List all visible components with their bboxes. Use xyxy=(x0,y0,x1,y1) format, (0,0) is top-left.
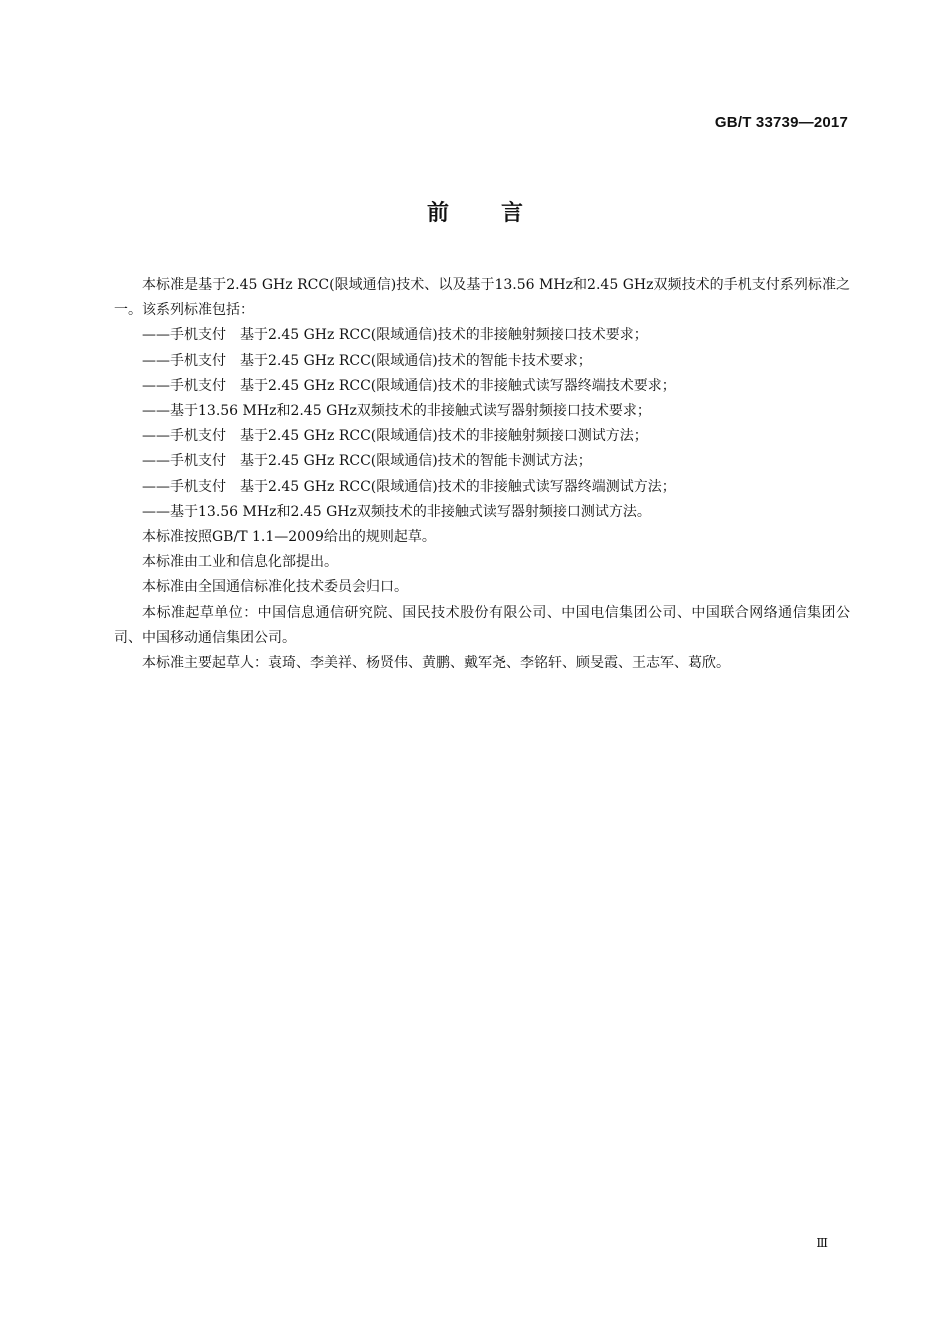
series-list-item: ——手机支付 基于2.45 GHz RCC(限域通信)技术的非接触式读写器终端技术要求； xyxy=(142,377,676,394)
series-list-item: ——手机支付 基于2.45 GHz RCC(限域通信)技术的智能卡测试方法； xyxy=(142,453,592,470)
series-list-item: ——基于13.56 MHz和2.45 GHz双频技术的非接触式读写器射频接口测试方法。 xyxy=(142,503,651,520)
committee-paragraph: 本标准由全国通信标准化技术委员会归口。 xyxy=(142,579,408,596)
series-list-item: ——手机支付 基于2.45 GHz RCC(限域通信)技术的非接触式读写器终端测试方法； xyxy=(142,478,676,495)
intro-paragraph: 本标准是基于2.45 GHz RCC(限域通信)技术、以及基于13.56 MHz和2.45 GHz双频技术的手机支付系列标准之一。该系列标准包括： xyxy=(114,277,850,319)
drafting-rules-paragraph: 本标准按照GB/T 1.1—2009给出的规则起草。 xyxy=(142,529,436,546)
drafting-units-paragraph: 本标准起草单位：中国信息通信研究院、国民技术股份有限公司、中国电信集团公司、中国联合网络通信集团公司、中国移动通信集团公司。 xyxy=(114,604,850,646)
page-number: Ⅲ xyxy=(816,1236,828,1250)
proposer-paragraph: 本标准由工业和信息化部提出。 xyxy=(142,554,338,571)
series-list-item: ——基于13.56 MHz和2.45 GHz双频技术的非接触式读写器射频接口技术要求； xyxy=(142,403,651,420)
foreword-body xyxy=(114,273,850,676)
drafters-paragraph: 本标准主要起草人：袁琦、李美祥、杨贤伟、黄鹏、戴军尧、李铭轩、顾旻霞、王志军、葛欣。 xyxy=(142,655,730,672)
series-list-item: ——手机支付 基于2.45 GHz RCC(限域通信)技术的非接触射频接口技术要求； xyxy=(142,327,648,344)
series-list-item: ——手机支付 基于2.45 GHz RCC(限域通信)技术的非接触射频接口测试方法； xyxy=(142,428,648,445)
page-title xyxy=(0,196,950,227)
standard-number: GB/T 33739—2017 xyxy=(714,114,848,131)
title-char-2: 言 xyxy=(501,201,524,226)
series-list-item: ——手机支付 基于2.45 GHz RCC(限域通信)技术的智能卡技术要求； xyxy=(142,352,592,369)
title-char-1: 前 xyxy=(426,201,449,226)
